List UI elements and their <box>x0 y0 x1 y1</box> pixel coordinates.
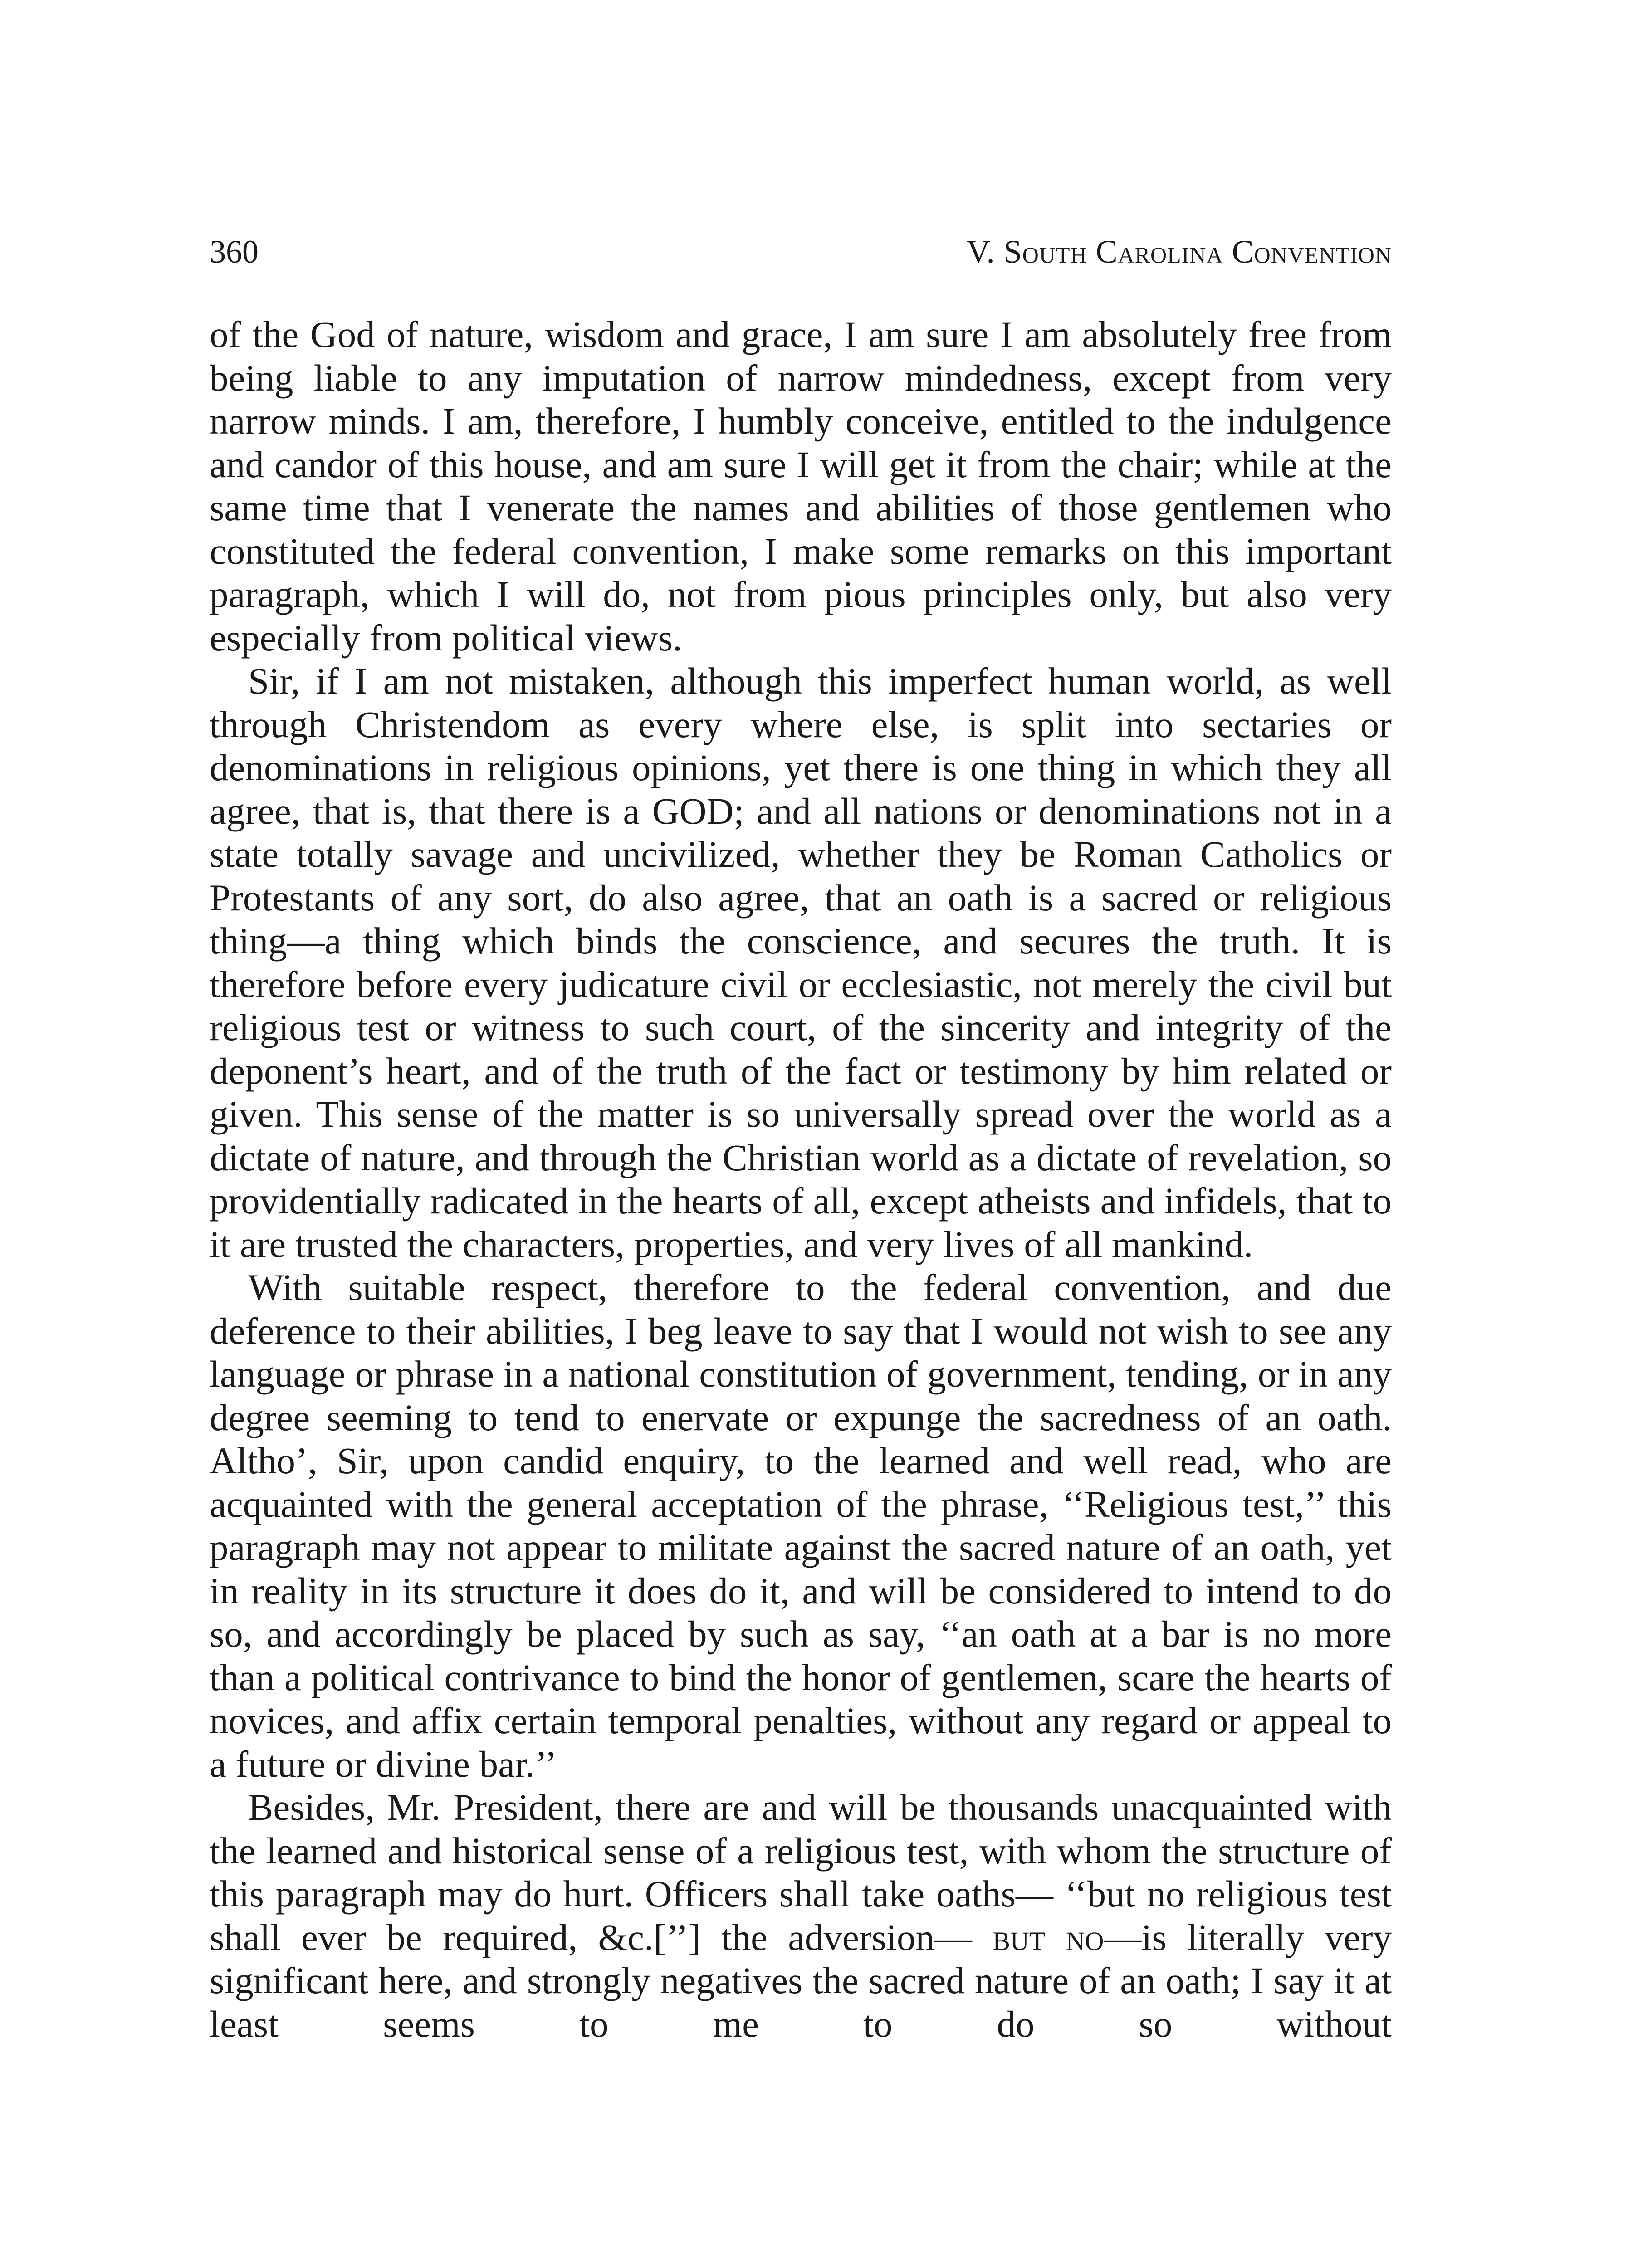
paragraph-1: of the God of nature, wisdom and grace, I am sure I am absolutely free from being liable to any imputation of narrow mindedness, except from very narrow minds. I am, therefore, I humbly conceive, entitled to the indulgence and candor of this house, and am sure I will get it from the chair; while at the same time that I venerate the names and abilities of those gentlemen who constituted the federal convention, I make some remarks on this important paragraph, which I will do, not from pious principles only, but also very especially from political views. <box>210 313 1392 659</box>
page-header <box>210 229 1392 274</box>
paragraph-4-part-2: —is literally very significant here, and strongly negatives the sacred nature of an oath; I say it at least seems to me to do so without <box>210 1916 1392 2045</box>
paragraph-2: Sir, if I am not mistaken, although this imperfect human world, as well through Christendom as every where else, is split into sectaries or denominations in religious opinions, yet there is one thing in which they all agree, that is, that there is a GOD; and all nations or denominations not in a state totally savage and uncivilized, whether they be Roman Catholics or Protestants of any sort, do also agree, that an oath is a sacred or religious thing—a thing which binds the conscience, and secures the truth. It is therefore before every judicature civil or ecclesiastic, not merely the civil but religious test or witness to such court, of the sincerity and integrity of the deponent’s heart, and of the truth of the fact or testimony by him related or given. This sense of the matter is so universally spread over the world as a dictate of nature, and through the Christian world as a dictate of revelation, so providentially radicated in the hearts of all, except atheists and infidels, that to it are trusted the characters, properties, and very lives of all mankind. <box>210 660 1392 1265</box>
page-number: 360 <box>210 234 259 270</box>
paragraph-4-part-1: Besides, Mr. President, there are and will be thousands unacquainted with the learned and historical sense of a religious test, with whom the structure of this paragraph may do hurt. Officers shall take oaths— ‘‘but no religious test shall ever be required, &c.[’’] the adversion— <box>210 1786 1392 1958</box>
body-text <box>210 313 1392 2046</box>
running-head: V. South Carolina Convention <box>966 234 1392 270</box>
paragraph-4-smallcaps: but no <box>993 1916 1104 1958</box>
paragraph-4 <box>210 1786 1392 2046</box>
paragraph-3: With suitable respect, therefore to the federal convention, and due deference to their abilities, I beg leave to say that I would not wish to see any language or phrase in a national constitution of government, tending, or in any degree seeming to tend to enervate or expunge the sacredness of an oath. Altho’, Sir, upon candid enquiry, to the learned and well read, who are acquainted with the general acceptation of the phrase, ‘‘Religious test,’’ this paragraph may not appear to militate against the sacred nature of an oath, yet in reality in its structure it does do it, and will be considered to intend to do so, and accordingly be placed by such as say, ‘‘an oath at a bar is no more than a political contrivance to bind the honor of gentlemen, scare the hearts of novices, and affix certain temporal penalties, without any regard or appeal to a future or divine bar.’’ <box>210 1266 1392 1785</box>
